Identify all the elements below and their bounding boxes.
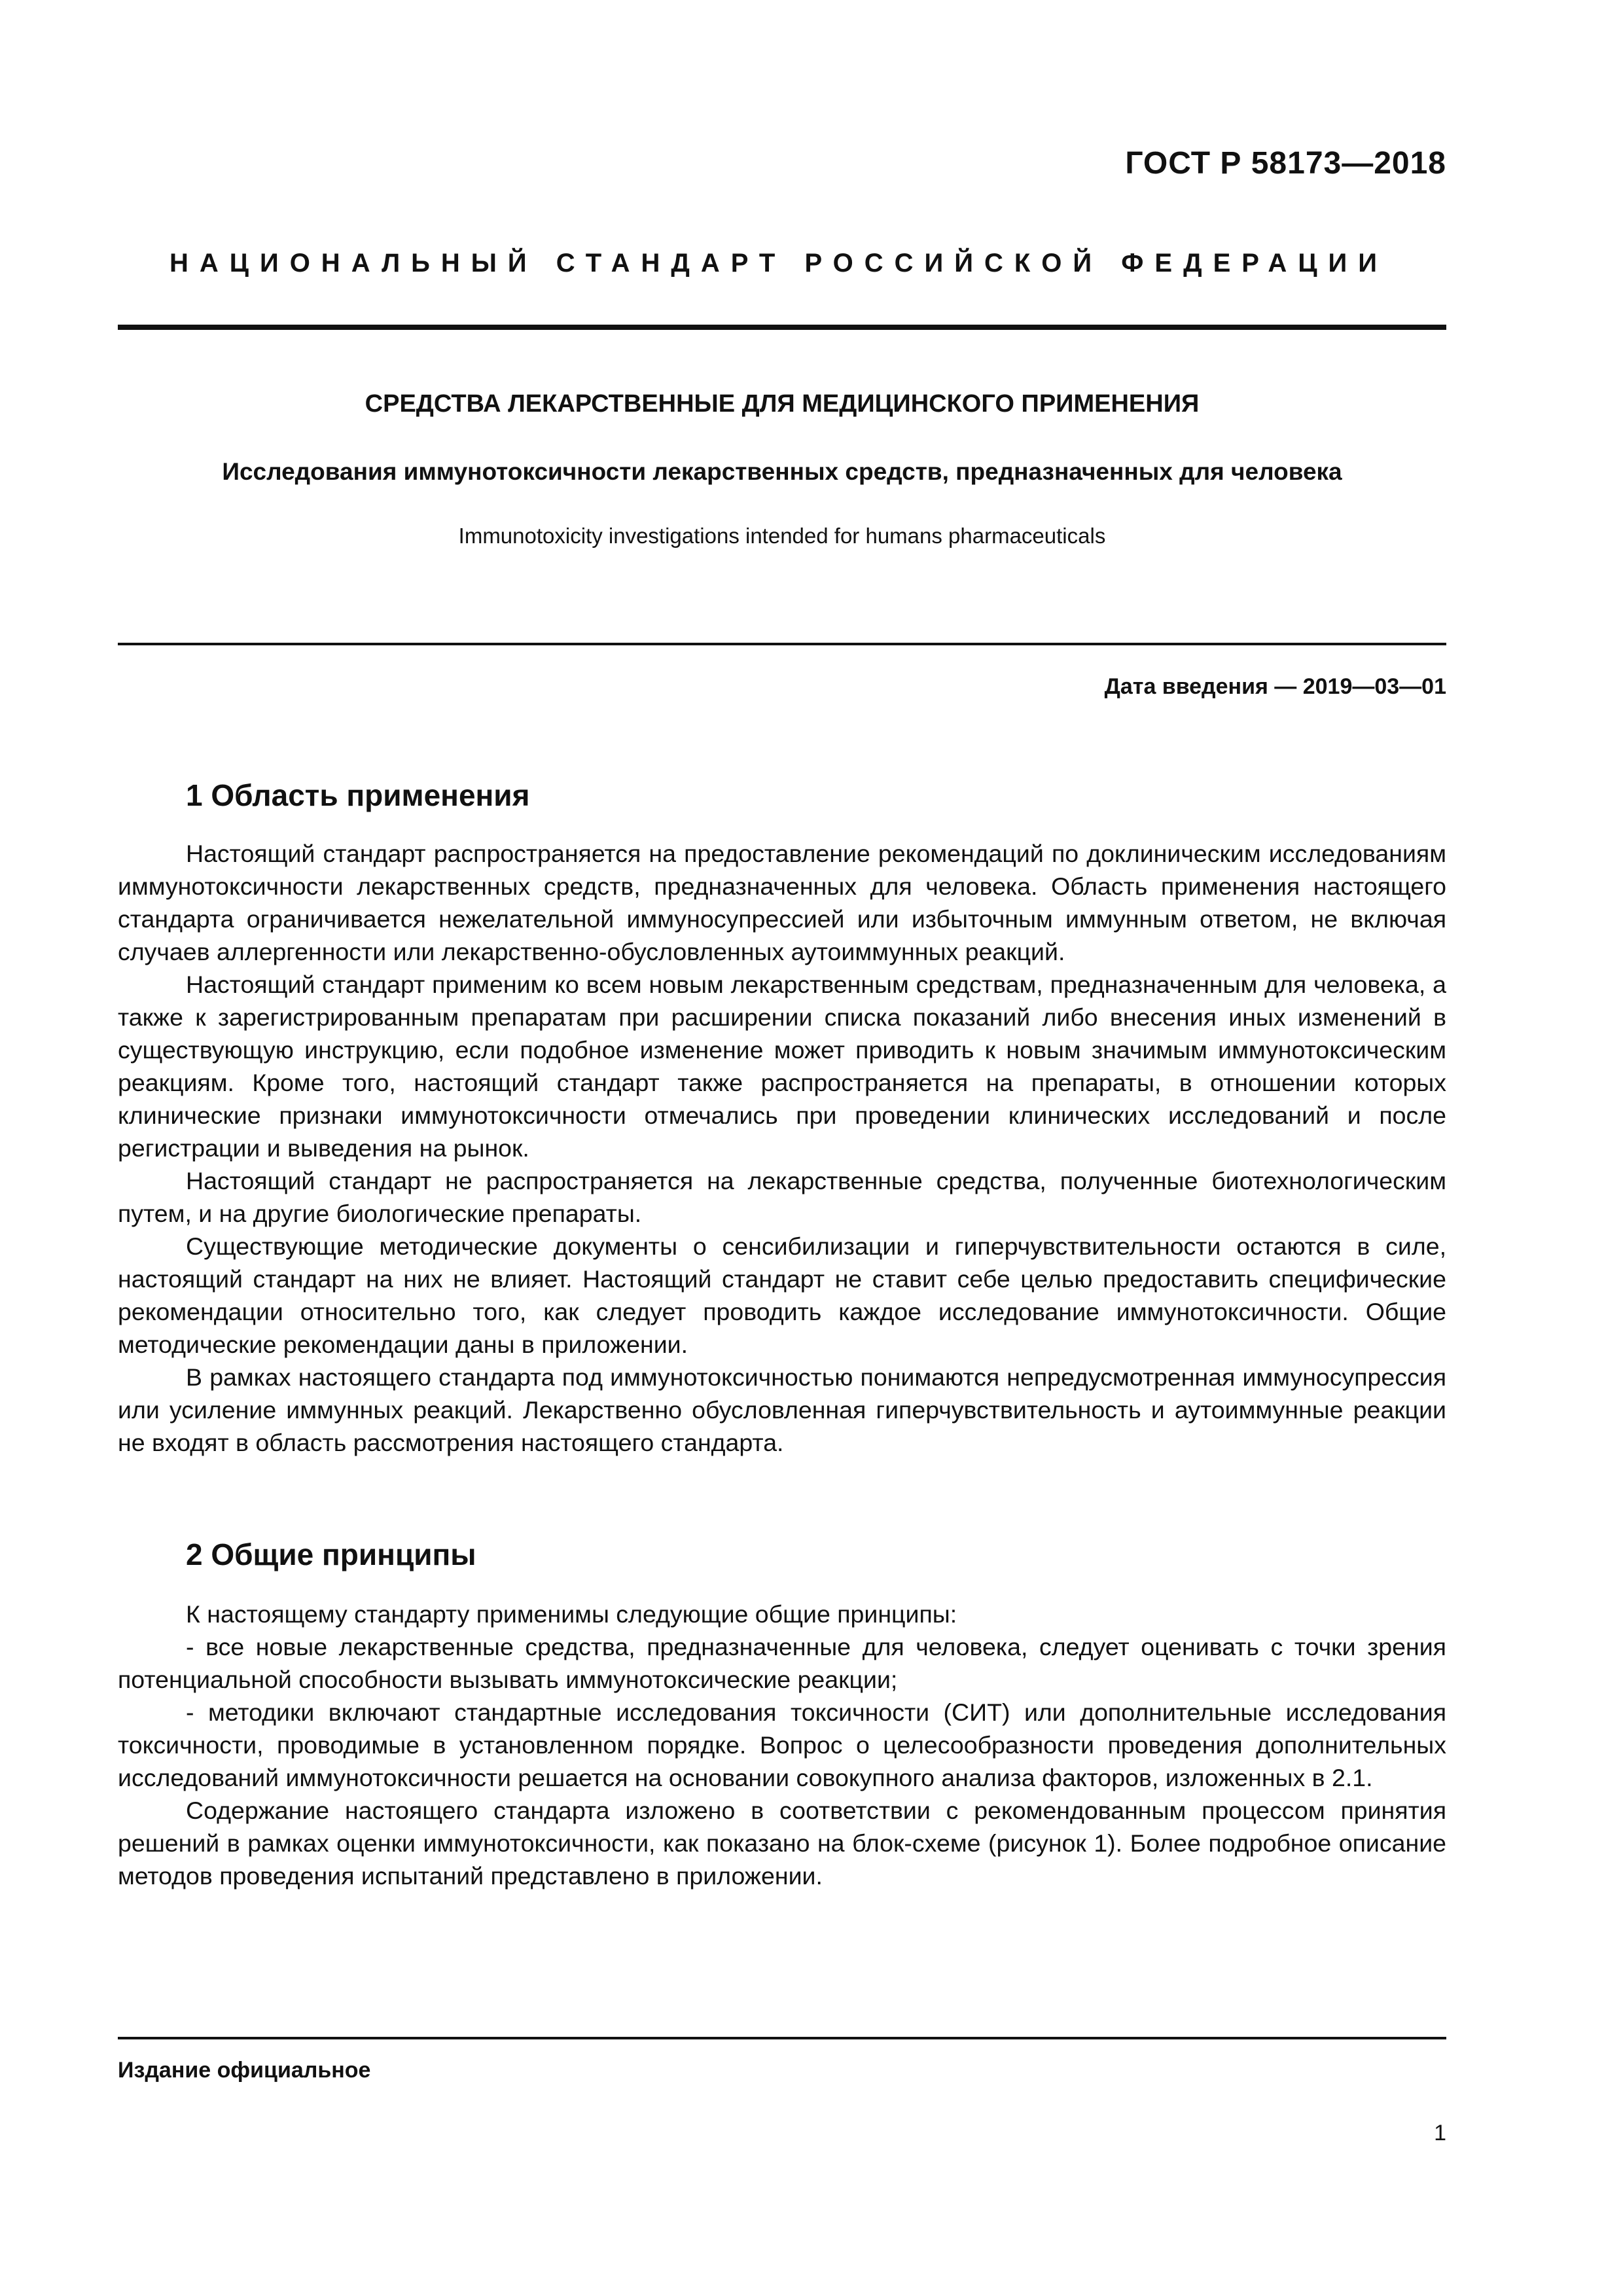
- document-subtitle: Исследования иммунотоксичности лекарственных средств, предназначенных для человека: [222, 458, 1342, 485]
- paragraph: Настоящий стандарт применим ко всем новым лекарственным средствам, предназначенным для человека, а также к зарегистрированным препаратам при расширении списка показаний либо внесения иных изменений в существующую инструкцию, если подобное изменение может приводить к новым значимым иммунотоксическим реакциям. Кроме того, настоящий стандарт также распространяется на препараты, в отношении которых клинические признаки иммунотоксичности отмечались при проведении клинических исследований и после регистрации и выведения на рынок.: [118, 971, 1446, 1162]
- page-number: 1: [1434, 2121, 1446, 2145]
- document-title-english: Immunotoxicity investigations intended for humans pharmaceuticals: [458, 524, 1106, 548]
- list-item: - все новые лекарственные средства, предназначенные для человека, следует оценивать с точки зрения потенциальной способности вызывать иммунотоксические реакции;: [118, 1633, 1446, 1693]
- footer-divider: [118, 2037, 1446, 2039]
- paragraph: К настоящему стандарту применимы следующие общие принципы:: [186, 1600, 957, 1628]
- title-divider: [118, 643, 1446, 645]
- section-1-heading: 1 Область применения: [186, 778, 530, 812]
- header-divider: [118, 325, 1446, 330]
- paragraph: Настоящий стандарт распространяется на предоставление рекомендаций по доклиническим исследованиям иммунотоксичности лекарственных средств, предназначенных для человека. Область применения настоящего стандарта ограничивается нежелательной иммуносупрессией или избыточным иммунным ответом, не включая случаев аллергенности или лекарственно-обусловленных аутоиммунных реакций.: [118, 840, 1446, 965]
- official-edition-label: Издание официальное: [118, 2058, 371, 2083]
- section-2-heading: 2 Общие принципы: [186, 1537, 476, 1571]
- section-1-body: [118, 837, 1446, 1459]
- standard-number: ГОСТ Р 58173—2018: [1125, 146, 1446, 181]
- document-title: СРЕДСТВА ЛЕКАРСТВЕННЫЕ ДЛЯ МЕДИЦИНСКОГО ПРИМЕНЕНИЯ: [365, 390, 1200, 418]
- paragraph: Существующие методические документы о сенсибилизации и гиперчувствительности остаются в силе, настоящий стандарт на них не влияет. Настоящий стандарт не ставит себе целью предоставить специфические рекомендации относительно того, как следует проводить каждое исследование иммунотоксичности. Общие методические рекомендации даны в приложении.: [118, 1232, 1446, 1358]
- section-2-body: [118, 1598, 1446, 1892]
- paragraph: Настоящий стандарт не распространяется на лекарственные средства, полученные биотехнологическим путем, и на другие биологические препараты.: [118, 1167, 1446, 1227]
- introduction-date: Дата введения — 2019—03—01: [1104, 674, 1446, 699]
- paragraph: Содержание настоящего стандарта изложено в соответствии с рекомендованным процессом принятия решений в рамках оценки иммунотоксичности, как показано на блок-схеме (рисунок 1). Более подробное описание методов проведения испытаний представлено в приложении.: [118, 1797, 1446, 1890]
- national-standard-title: НАЦИОНАЛЬНЫЙ СТАНДАРТ РОССИЙСКОЙ ФЕДЕРАЦИИ: [169, 249, 1389, 278]
- paragraph: В рамках настоящего стандарта под иммунотоксичностью понимаются непредусмотренная иммуносупрессия или усиление иммунных реакций. Лекарственно обусловленная гиперчувствительность и аутоиммунные реакции не входят в область рассмотрения настоящего стандарта.: [118, 1363, 1446, 1456]
- list-item: - методики включают стандартные исследования токсичности (СИТ) или дополнительные исследования токсичности, проводимые в установленном порядке. Вопрос о целесообразности проведения дополнительных исследований иммунотоксичности решается на основании совокупного анализа факторов, изложенных в 2.1.: [118, 1698, 1446, 1791]
